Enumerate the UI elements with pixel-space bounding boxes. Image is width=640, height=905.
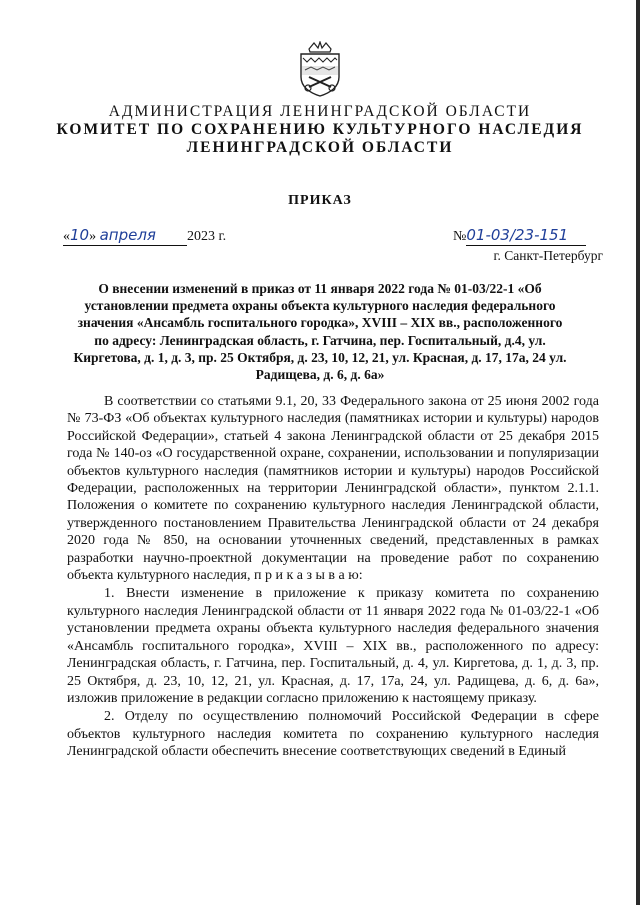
date-year: 2023 г. — [187, 229, 227, 244]
order-date — [63, 226, 226, 246]
date-close-quote: » — [89, 229, 97, 244]
order-title: О внесении изменений в приказ от 11 января 2022 года № 01-03/22-1 «Об установлении предмета охраны объекта культурного наследия федерального значения «Ансамбль госпитального городка», XVIII – XIX вв., расположенного по адресу: Ленинградская область, г. Гатчина, пер. Госпитальный, д.4, ул. Киргетова, д. 1, д. 3, пр. 25 Октября, д. 23, 10, 12, 21, ул. Красная, д. 17, 17а, 24 ул. Радищева, д. 6, д. 6а» — [73, 281, 567, 383]
number-value: 01-03/23-151 — [466, 226, 569, 244]
header-region: ЛЕНИНГРАДСКОЙ ОБЛАСТИ — [186, 139, 454, 156]
paragraph-item-1: 1. Внести изменение в приложение к приказу комитета по сохранению культурного наследия Ленинградской области от 11 января 2022 года № 01-03/22-1 «Об установлении предмета охраны объекта культурного наследия федерального значения «Ансамбль госпитального городка», XVIII – XIX вв., расположенного по адресу: Ленинградская область, г. Гатчина, пер. Госпитальный, д. 4, ул. Киргетова, д. 1, д. 3, пр. 25 Октября, д. 23, 10, 12, 21, ул. Красная, д. 17, 17а, 24, ул. Радищева, д. 6, д. 6а», изложив приложение в редакции согласно приложению к настоящему приказу. — [67, 586, 599, 706]
date-day: 10 — [70, 226, 90, 244]
order-number — [453, 226, 586, 246]
paragraph-item-2: 2. Отделу по осуществлению полномочий Российской Федерации в сфере объектов культурного наследия комитета по сохранению культурного наследия Ленинградской области обеспечить внесение соответствующих сведений в Единый — [67, 709, 599, 760]
number-prefix: № — [453, 229, 467, 244]
document-type: ПРИКАЗ — [288, 193, 352, 208]
header-committee: КОМИТЕТ ПО СОХРАНЕНИЮ КУЛЬТУРНОГО НАСЛЕДИЯ — [56, 121, 584, 138]
paragraph-preamble: В соответствии со статьями 9.1, 20, 33 Федерального закона от 25 июня 2002 года № 73-ФЗ «Об объектах культурного наследия (памятниках истории и культуры) народов Российской Федерации», статьей 4 закона Ленинградской области от 25 декабря 2015 года № 140-оз «О государственной охране, сохранении, использовании и популяризации объектов культурного наследия (памятников истории и культуры) народов Российской Федерации, расположенных на территории Ленинградской области», пунктом 2.1.1. Положения о комитете по сохранению культурного наследия Ленинградской области, утвержденного постановлением Правительства Ленинградской области от 24 декабря 2020 года № 850, на основании уточненных сведений, представленных в рамках разработки научно-проектной документации на проведение работ по сохранению объекта культурного наследия, п р и к а з ы в а ю: — [67, 394, 599, 584]
date-month: апреля — [99, 226, 156, 244]
header-administration: АДМИНИСТРАЦИЯ ЛЕНИНГРАДСКОЙ ОБЛАСТИ — [108, 103, 532, 120]
city: г. Санкт-Петербург — [493, 248, 603, 263]
date-open-quote: « — [63, 229, 70, 244]
coat-of-arms-icon — [297, 41, 343, 97]
order-body — [67, 393, 599, 761]
scan-edge — [636, 0, 640, 905]
